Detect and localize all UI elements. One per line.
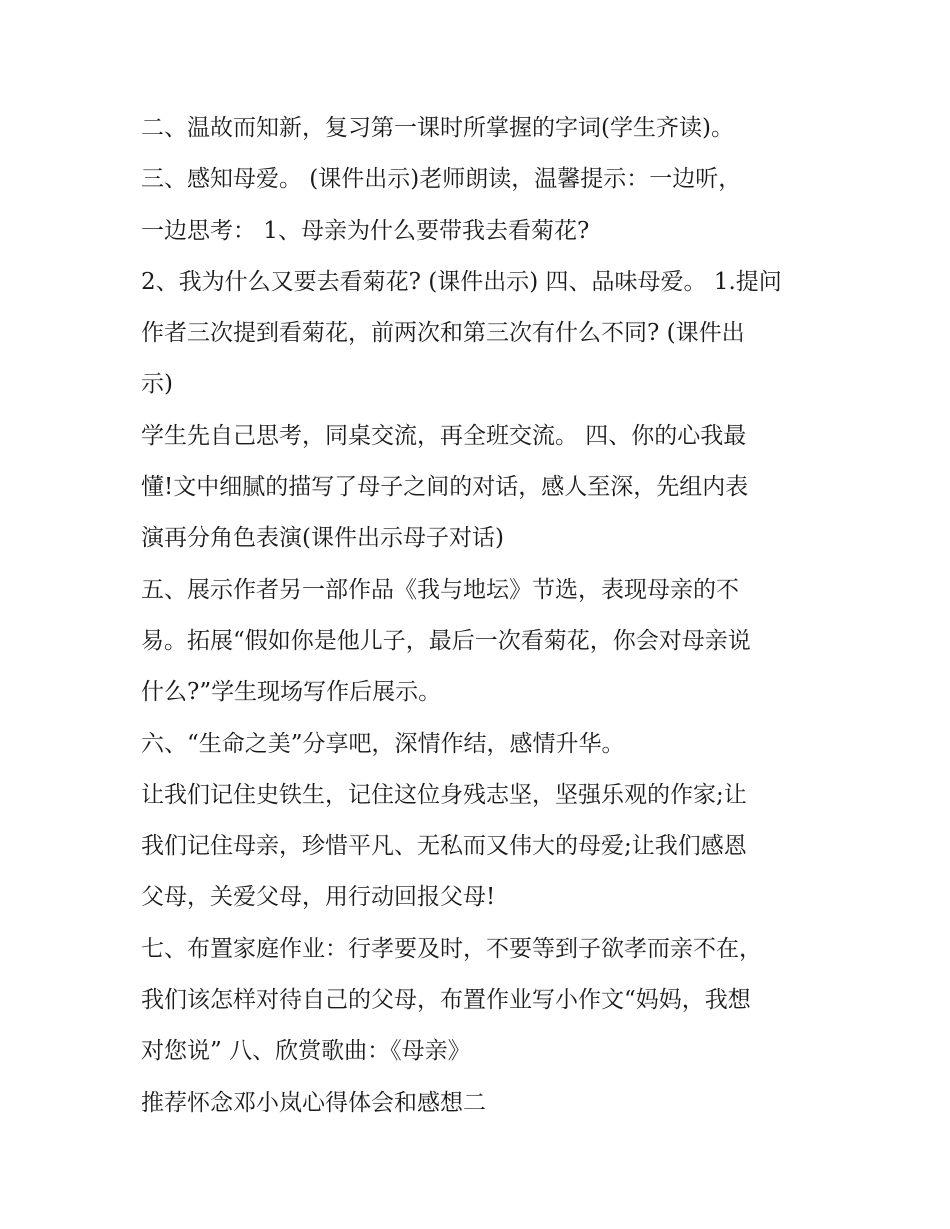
text-line-3: 一边思考： 1、母亲为什么要带我去看菊花? (141, 217, 590, 244)
text-line-16: 父母，关爱父母，用行动回报父母! (141, 884, 496, 911)
text-line-15: 我们记住母亲，珍惜平凡、无私而又伟大的母爱;让我们感恩 (141, 833, 747, 860)
text-line-9: 演再分角色表演(课件出示母子对话) (141, 525, 504, 552)
text-line-1: 二、温故而知新，复习第一课时所掌握的字词(学生齐读)。 (141, 115, 734, 141)
text-line-11: 易。拓展“假如你是他儿子，最后一次看菊花，你会对母亲说 (141, 627, 751, 654)
text-line-18: 我们该怎样对待自己的父母，布置作业写小作文“妈妈，我想 (141, 987, 751, 1014)
text-line-13: 六、“生命之美”分享吧，深情作结，感情升华。 (141, 730, 625, 757)
text-line-2: 三、感知母爱。 (课件出示)老师朗读，温馨提示：一边听， (141, 166, 742, 193)
text-line-8: 懂!文中细腻的描写了母子之间的对话，感人至深，先组内表 (141, 474, 749, 501)
text-line-19: 对您说” 八、欣赏歌曲：《母亲》 (141, 1038, 471, 1065)
text-line-6: 示) (141, 371, 173, 398)
text-line-4: 2、我为什么又要去看菊花? (课件出示) 四、品味母爱。 1.提问 (141, 268, 782, 295)
document-body (141, 103, 813, 1129)
text-line-20: 推荐怀念邓小岚心得体会和感想二 (141, 1089, 486, 1116)
text-line-12: 什么?”学生现场写作后展示。 (141, 679, 442, 706)
text-line-7: 学生先自己思考，同桌交流，再全班交流。 四、你的心我最 (141, 422, 747, 449)
text-line-5: 作者三次提到看菊花，前两次和第三次有什么不同? (课件出 (141, 320, 745, 347)
text-line-17: 七、布置家庭作业：行孝要及时，不要等到子欲孝而亲不在， (141, 935, 762, 962)
text-line-14: 让我们记住史铁生，记住这位身残志坚，坚强乐观的作家;让 (141, 781, 747, 808)
text-line-10: 五、展示作者另一部作品《我与地坛》节选，表现母亲的不 (141, 576, 739, 603)
